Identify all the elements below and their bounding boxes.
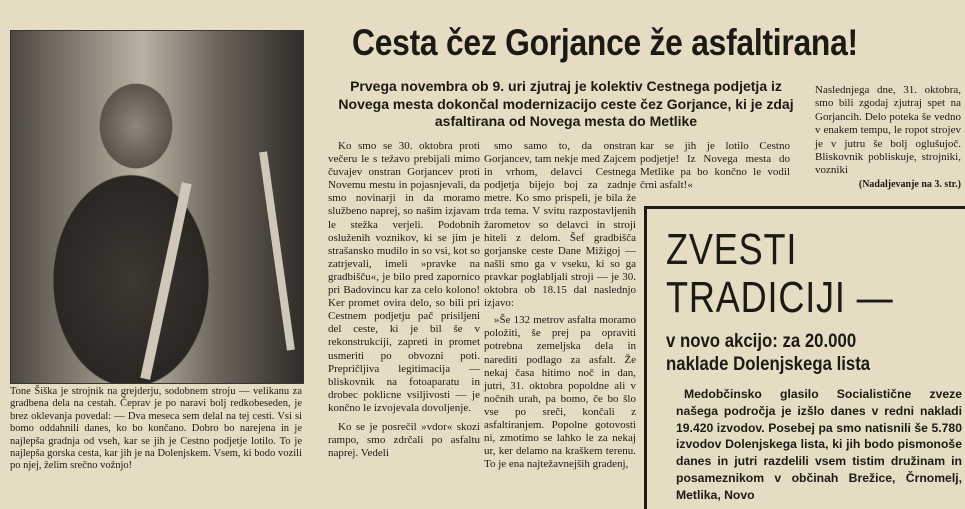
article-column-2 — [484, 140, 636, 471]
continued-note: (Nadaljevanje na 3. str.) — [858, 178, 961, 190]
box-title-line-1: ZVESTI — [666, 225, 798, 274]
box-body — [676, 386, 962, 504]
column-2-para-1: smo samo to, da onstran Gorjancev, tam nekje med Zajcem in vrhom, delavci Cestnega podjetja bijejo boj za zadnje metre. Ko smo prispeli, je bila že trda tema. V svitu razpostavljenih žarometov so delavci in stroji hiteli z delom. Šef gradbišča gorjanske ceste Dane Mižigoj — našli smo ga v vseku, ki so ga pravkar poglabljali stroji — je 30. oktobra ob 18.15 dal naslednjo izjavo: — [484, 140, 636, 310]
column-3-text: kar se jih je lotilo Cestno podjetje! Iz Novega mesta do Metlike pa bo končno le vodil črni asfalt!« — [640, 140, 790, 192]
box-subtitle — [666, 330, 915, 376]
side-column-text: Naslednjega dne, 31. oktobra, smo bili zgodaj zjutraj spet na Gorjancih. Delo poteka še vedno v enakem tempu, le ropot strojev je v jutru še bolj oglušujoč. Bliskovnik pobliskuje, strojniki, vozniki — [815, 84, 961, 177]
lead-text: Prvega novembra ob 9. uri zjutraj je kolektiv Cestnega podjetja iz Novega mesta dokončal modernizacijo ceste čez Gorjance, ki je zdaj asfaltirana od Novega mesta do Metlike — [338, 78, 794, 129]
box-title — [666, 226, 904, 322]
caption-text: Tone Šiška je strojnik na grejderju, sodobnem stroju — velikanu za gradbena dela na cestah. Čeprav je po naravi bolj redkobeseden, je brez oklevanja povedal: — Dva meseca sem delal na tej cesti. Vsi si bomo oddahnili danes, ko bo končano. Dobro bo narejena in je najlepša gradnja od vseh, kar se jih je Cestno podjetje lotilo. To je najlepša gorska cesta, kar jih je na Dolenjskem. Vsem, ki bodo vozili po njej, želim srečno vožnjo! — [10, 386, 302, 472]
side-column — [815, 84, 961, 191]
box-subtitle-line-2: naklade Dolenjskega lista — [666, 353, 871, 375]
box-subtitle-line-1: v novo akcijo: za 20.000 — [666, 330, 857, 352]
lead-paragraph — [326, 78, 806, 131]
box-title-line-2: TRADICIJI — — [666, 273, 894, 322]
column-1-para-2: Ko se je posrečil »vdor« skozi rampo, smo zdrčali po asfaltu naprej. Vedeli — [328, 420, 480, 460]
column-2-para-2: »Še 132 metrov asfalta moramo položiti, še prej pa opraviti potrebna zemeljska dela in narediti podlago za asfalt. Že nekaj časa hitimo noč in dan, jutri, 31. oktobra popoldne ali v nočnih urah, pa bomo, če bo šlo vse po sreči, končali z asfaltiranjem. Popolne gotovosti ni, zmotimo se lahko le za nekaj ur, ker delamo na kraškem terenu. To je ena najtežavnejših gradenj, — [484, 314, 636, 471]
column-1-para-1: Ko smo se 30. oktobra proti večeru le s težavo prebijali mimo čuvajev onstran Gorjancev proti Novemu mestu in pojasnjevali, da smo novinarji in da moramo službeno naprej, so našim izjavam le stežka verjeli. Podobnih osluženih voznikov, ki se jim je strašansko mudilo in so vsi, kot so zatrjevali, imeli »pravke na gradbišču«, je bilo pred zaporníco pri Badovincu kar za celo kolono! Ker promet ovira delo, so bili pri Cestnem podjetju pač prisiljeni del ceste, ki je bil še v rekonstrukciji, zapreti in promet usmeriti po obvozni poti. Prepričljiva legitimacija — bliskovnik na fotoaparatu in drobec poklicne vsiljivosti — je končno le izvojevala dovoljenje. — [328, 140, 480, 414]
article-column-3 — [640, 140, 790, 192]
photo-lever — [140, 182, 191, 380]
photo-caption — [10, 386, 302, 473]
article-column-1 — [328, 140, 480, 460]
worker-photo — [10, 30, 304, 384]
photo-frame-bar — [259, 151, 295, 350]
headline: Cesta čez Gorjance že asfaltirana! — [352, 22, 858, 63]
box-body-text: Medobčinsko glasilo Socialistične zveze našega področja je izšlo danes v redni nakladi 19.420 izvodov. Posebej pa smo natisnili še 5.780 izvodov Dolenjskega lista, ki jih bodo pismonoše danes in jutri razdelili vsem tistim družinam in posameznikom v občinah Brežice, Črnomelj, Metlika, Novo — [676, 387, 962, 502]
